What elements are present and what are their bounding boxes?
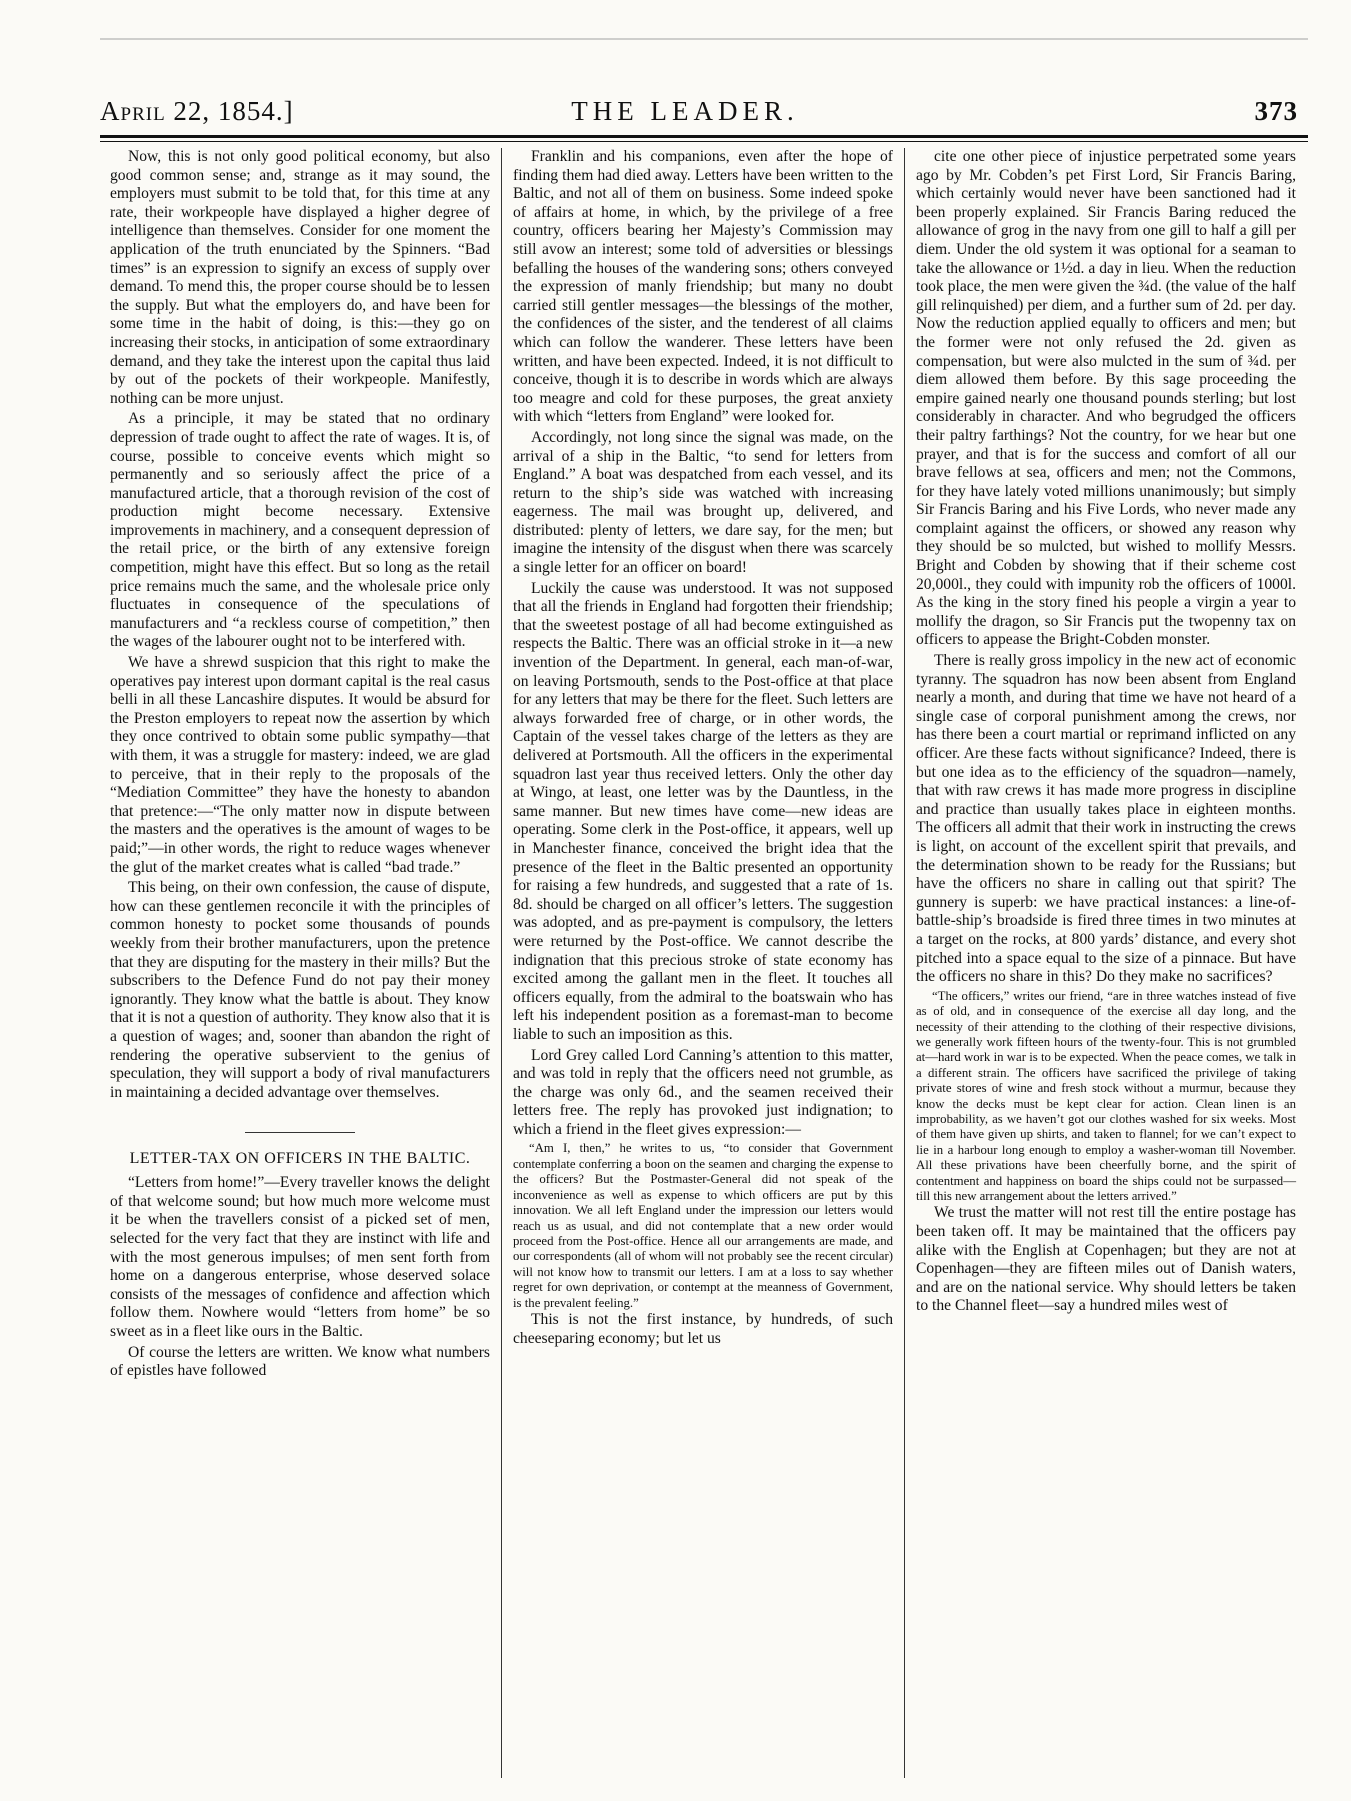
paragraph: Now, this is not only good political economy, but also good common sense; and, strange as it may sound, the employers must submit to be told that, for this time at any rate, their workpeople have displayed a higher degree of intelligence than themselves. Consider for one moment the application of the truth enunciated by the Spinners. “Bad times” is an expression to signify an excess of supply over demand. To mend this, the proper course should be to lessen the supply. But what the employers do, and have been for some time in the habit of doing, is this:—they go on increasing their stocks, in anticipation of some extraordinary demand, and they take the interest upon the capital thus laid by out of the pockets of their workpeople. Manifestly, nothing can be more unjust. (110, 148, 490, 407)
paragraph: This is not the first instance, by hundreds, of such cheeseparing economy; but let us (513, 1310, 893, 1347)
masthead-title: THE LEADER. (571, 96, 799, 126)
paragraph: This being, on their own confession, the cause of dispute, how can these gentlemen reconcile it with the principles of common honesty to pocket some thousands of pounds weekly from their brother manufacturers, upon the pretence that they are disputing for the mastery in their mills? But the subscribers to the Defence Fund do not pay their money ignorantly. They know what the battle is about. They know that it is not a question of authority. They know also that it is a question of wages; and, sooner than abandon the right of rendering the operative subservient to the genius of speculation, they will support a body of rival manufacturers in maintaining a decided advantage over themselves. (110, 879, 490, 1101)
column-2 (513, 148, 893, 1350)
header-rule-thin (100, 141, 1308, 142)
section-separator (245, 1132, 355, 1133)
quote-text: “Am I, then,” he writes to us, “to consider that Government contemplate conferring a boon on the seamen and charging the expense to the officers? But the Postmaster-General did not speak of the inconvenience as well as expense to which officers are put by this innovation. We all left England under the impression our letters would reach us as usual, and did not contemplate that a new order would proceed from the Post-office. Hence all our arrangements are made, and our correspondents (all of whom will not probably see the recent circular) will not know how to transmit our letters. I am at a loss to say whether regret for own deprivation, or contempt at the meanness of Government, is the prevalent feeling.” (513, 1141, 893, 1310)
paragraph: As a principle, it may be stated that no ordinary depression of trade ought to affect the rate of wages. It is, of course, possible to conceive events which might so permanently and so seriously affect the price of a manufactured article, that a thorough revision of the cost of production might become necessary. Extensive improvements in machinery, and a consequent depression of the retail price, or the birth of any extensive foreign competition, might have this effect. But so long as the retail price remains much the same, and the wholesale price only fluctuates in consequence of the speculations of manufacturers and “a reckless course of competition,” then the wages of the labourer ought not to be interfered with. (110, 410, 490, 651)
newspaper-page (100, 0, 1308, 1801)
column-1 (110, 148, 490, 1383)
column-3 (916, 148, 1296, 1318)
block-quote (916, 989, 1296, 1205)
paragraph: Accordingly, not long since the signal was made, on the arrival of a ship in the Baltic, “to send for letters from England.” A boat was despatched from each vessel, and its return to the ship’s side was watched with increasing eagerness. The mail was brought up, delivered, and distributed: plenty of letters, we dare say, for the men; but imagine the intensity of the disgust when there was scarcely a single letter for an officer on board! (513, 428, 893, 577)
header-rule-thick (100, 135, 1308, 138)
paragraph: Lord Grey called Lord Canning’s attention to this matter, and was told in reply that the officers need not grumble, as the charge was only 6d., and the seamen received their letters free. The reply has provoked just indignation; to which a friend in the fleet gives expression:— (513, 1046, 893, 1138)
paragraph: There is really gross impolicy in the new act of economic tyranny. The squadron has now been absent from England nearly a month, and during that time we have not heard of a single case of corporal punishment among the crews, nor has there been a court martial or reprimand inflicted on any officer. Are these facts without significance? Indeed, there is but one idea as to the efficiency of the squadron—namely, that with raw crews it has made more progress in discipline and practice than usually takes place in eighteen months. The officers all admit that their work in instructing the crews is light, on account of the excellent spirit that prevails, and the determination shown to be ready for the Russians; but have the officers no share in calling out that spirit? The gunnery is superb: we have practical instances: a line-of-battle-ship’s broadside is fired three times in two minutes at a target on the rocks, at 800 yards’ distance, and every shot pitched into a space equal to the size of a pinnace. But have the officers no share in this? Do they make no sacrifices? (916, 652, 1296, 986)
page-number: 373 (1254, 96, 1298, 126)
quote-text: “The officers,” writes our friend, “are in three watches instead of five as of old, and in consequence of the exercise all day long, and the necessity of their attending to the clothing of their respective divisions, we generally work fifteen hours of the twenty-four. This is not grumbled at—hard work in war is to be expected. When the peace comes, we talk in a different strain. The officers have sacrificed the privilege of taking private stores of wine and fresh stock without a murmur, because they know the decks must be kept clear for action. Clean linen is an improbability, as we haven’t got our clothes washed for six weeks. Most of them have given up shirts, and taken to flannel; for we can’t expect to lie in a harbour long enough to employ a washer-woman till November. All these privations have been cheerfully borne, and the spirit of contentment and happiness on board the ships could not be surpassed—till this new arrangement about the letters arrived.” (916, 988, 1296, 1203)
block-quote (513, 1141, 893, 1310)
section-heading: LETTER-TAX ON OFFICERS IN THE BALTIC. (129, 1150, 471, 1168)
paragraph: Of course the letters are written. We know what numbers of epistles have followed (110, 1343, 490, 1380)
paragraph: We have a shrewd suspicion that this right to make the operatives pay interest upon dormant capital is the real casus belli in all these Lancashire disputes. It would be absurd for the Preston employers to repeat now the assertion by which they once contrived to obtain some public sympathy—that with them, it was a struggle for mastery: indeed, we are glad to perceive, that in their reply to the proposals of the “Mediation Committee” they have the honesty to abandon that pretence:—“The only matter now in dispute between the masters and the operatives is the amount of wages to be paid;”—in other words, the right to reduce wages whenever the glut of the market creates what is called “bad trade.” (110, 654, 490, 876)
paragraph: cite one other piece of injustice perpetrated some years ago by Mr. Cobden’s pet First Lord, Sir Francis Baring, which certainly would never have been sanctioned had it been properly explained. Sir Francis Baring reduced the allowance of grog in the navy from one gill to half a gill per diem. Under the old system it was optional for a seaman to take the allowance or 1½d. a day in lieu. When the reduction took place, the men were given the ¾d. (the value of the half gill relinquished) per diem, and a further sum of 2d. per day. Now the reduction applied equally to officers and men; but the former were not only refused the 2d. given as compensation, but were also mulcted in the sum of ¾d. per diem allowed them before. By this sage proceeding the empire gained nearly one thousand pounds sterling; but lost considerably in character. And who begrudged the officers their paltry farthings? Not the country, for we hear but one prayer, and that is for the success and comfort of all our brave fellows at sea, officers and men; not the Commons, for they have lately voted millions unanimously; but simply Sir Francis Baring and his Five Lords, who never made any complaint against the officers, or showed any reason why they should be so mulcted, but wished to mollify Messrs. Bright and Cobden by showing that if their scheme cost 20,000l., they could with impunity rob the officers of 1000l. As the king in the story fined his people a virgin a year to mollify the dragon, so Sir Francis put the twopenny tax on officers to appease the Bright-Cobden monster. (916, 148, 1296, 649)
paragraph: Franklin and his companions, even after the hope of finding them had died away. Letters have been written to the Baltic, and not all of them on business. Some indeed spoke of affairs at home, in which, by the privilege of a free country, officers bearing her Majesty’s Commission may still avow an interest; some told of adversities or blessings befalling the houses of the wandering sons; others conveyed the expression of manly friendship; but many no doubt carried still gentler messages—the blessings of the mother, the confidences of the sister, and the tenderest of all claims which can follow the wanderer. These letters have been written, and have been expected. Indeed, it is not difficult to conceive, though it is to describe in words which are always too meagre and cold for these purposes, the great anxiety with which “letters from England” were looked for. (513, 148, 893, 426)
paragraph: Luckily the cause was understood. It was not supposed that all the friends in England had forgotten their friendship; that the sweetest postage of all had become extinguished as respects the Baltic. There was an official stroke in it—a new invention of the Department. In general, each man-of-war, on leaving Portsmouth, sends to the Post-office at that place for any letters that may be there for the fleet. Such letters are always forwarded free of charge, or in other words, the Captain of the vessel takes charge of the letters as they are delivered at Portsmouth. All the officers in the experimental squadron last year thus received letters. Only the other day at Wingo, at least, one letter was by the Dauntless, in the same manner. But new times have come—new ideas are operating. Some clerk in the Post-office, it appears, well up in Manchester finance, conceived the bright idea that the presence of the fleet in the Baltic presented an opportunity for raising a few hundreds, and suggested that a rate of 1s. 8d. should be charged on all officer’s letters. The suggestion was adopted, and as pre-payment is compulsory, the letters were returned by the Post-office. We cannot describe the indignation that this precious stroke of state economy has excited among the gallant men in the fleet. It touches all officers equally, from the admiral to the boatswain who has left his independent position as a foremast-man to become liable to such an imposition as this. (513, 579, 893, 1043)
column-divider (904, 148, 905, 1778)
page-header (100, 96, 1308, 136)
top-edge-rule (100, 38, 1308, 40)
paragraph: We trust the matter will not rest till the entire postage has been taken off. It may be maintained that the officers pay alike with the English at Copenhagen; but they are not at Copenhagen—they are fifteen miles out of Danish waters, and are on the national service. Why should letters be taken to the Channel fleet—say a hundred miles west of (916, 1204, 1296, 1315)
column-divider (501, 148, 502, 1778)
paragraph: “Letters from home!”—Every traveller knows the delight of that welcome sound; but how much more welcome must it be when the travellers consist of a picked set of men, selected for the very fact that they are instinct with life and with the most generous impulses; of men sent forth from home on a dangerous enterprise, whose deserved solace consists of the messages of confidence and affection which follow them. Nowhere would “letters from home” be so sweet as in a fleet like ours in the Baltic. (110, 1174, 490, 1341)
issue-date: April 22, 1854.] (100, 96, 294, 126)
